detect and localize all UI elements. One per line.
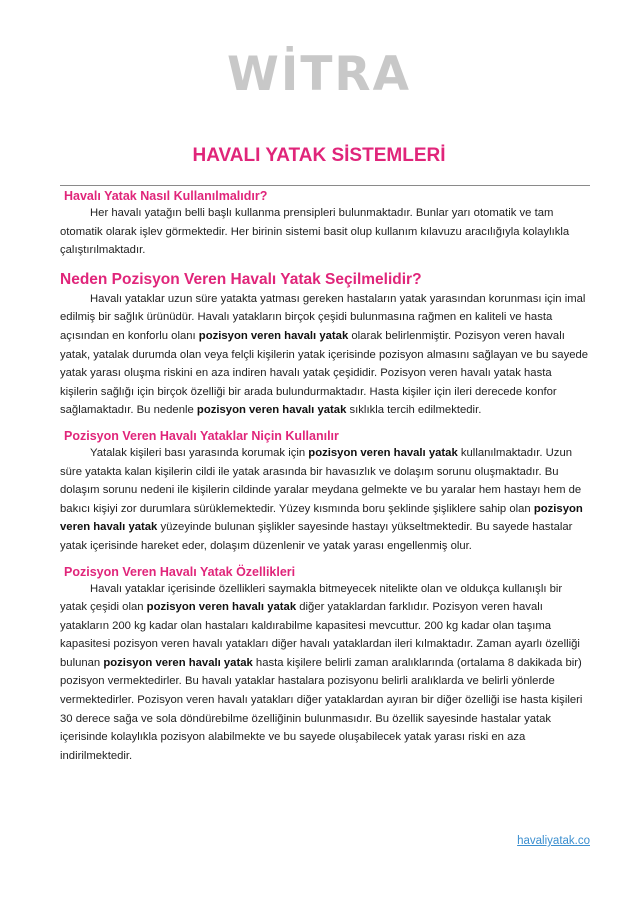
section-heading-usage: Havalı Yatak Nasıl Kullanılmalıdır? <box>64 189 268 203</box>
keyword-highlight: pozisyon veren havalı yatak <box>60 502 583 534</box>
document-body <box>60 188 590 765</box>
paragraph-text: hasta kişilere belirli zaman aralıklarında (ortalama 8 dakikada bir) pozisyon vermektedirler. Bu havalı yataklar hastalara pozisyonu belirli aralıklarda ve belirli yönlerde vermektedirler. Pozisyon veren havalı yatakları diğer yataklardan ayıran bir diğer özelliği ise hasta kişileri 30 derece sağa ve sola döndürebilme özelliğinin bulunmasıdır. Bu özellik sayesinde hastalar yatak içerisinde kolaylıkla pozisyon alabilmekte ve bu sayede oluşabilecek yatak yarası riski en aza indirilmektedir. <box>60 656 583 762</box>
section-heading-features: Pozisyon Veren Havalı Yatak Özellikleri <box>64 564 296 579</box>
keyword-highlight: pozisyon veren havalı yatak <box>146 601 297 614</box>
section-heading-purpose: Pozisyon Veren Havalı Yataklar Niçin Kullanılır <box>64 428 339 443</box>
paragraph-text: Havalı yataklar içerisinde özellikleri saymakla bitmeyecek nitelikte olan ve oldukça kullanışlı bir yatak çeşidi olan <box>60 582 563 614</box>
witra-logo: WİTRA <box>227 47 411 102</box>
keyword-highlight: pozisyon veren havalı yatak <box>103 656 253 669</box>
keyword-highlight: pozisyon veren havalı yatak <box>196 404 347 417</box>
footer-link[interactable]: havaliyatak.co <box>517 835 590 847</box>
paragraph-text: Havalı yataklar uzun süre yatakta yatması gereken hastaların yatak yarasından korunması için imal edilmiş bir sağlık ürünüdür. Havalı yatakların birçok çeşidi bulunmasına rağmen en kaliteli ve hasta açısından en konforlu olanı <box>60 292 586 342</box>
section-heading-why: Neden Pozisyon Veren Havalı Yatak Seçilmelidir? <box>60 270 422 288</box>
section-paragraph-features <box>60 580 590 766</box>
section-paragraph-purpose <box>60 444 590 556</box>
paragraph-text: yüzeyinde bulunan şişlikler sayesinde hastayı yükseltmektedir. Bu sayede hastalar yatak içerisinde hareket eder, dolaşım düzenlenir ve yatak yarası engellenmiş olur. <box>60 521 573 552</box>
paragraph-text: Her havalı yatağın belli başlı kullanma prensipleri bulunmaktadır. Bunlar yarı otomatik ve tam otomatik olarak işlev görmektedir. Her birinin sistemi basit olup kullanım kılavuzu aracılığıyla kolaylıkla çalıştırılmaktadır. <box>60 207 570 257</box>
paragraph-text: diğer yataklardan farklıdır. Pozisyon veren havalı yatakların 200 kg kadar olan hastaları kaldırabilme kapasitesi mevcuttur. 200 kg kadar olan taşıma kapasitesi pozisyon veren havalı yatakları diğer havalı yataklardan ileri kılmaktadır. Zaman ayarlı özelliği bulunan <box>60 601 580 669</box>
keyword-highlight: pozisyon veren havalı yatak <box>198 329 349 342</box>
title-divider <box>60 185 590 186</box>
paragraph-text: kullanılmaktadır. Uzun süre yatakta kalan kişilerin cildi ile yatak arasında bir havasızlık ve dolaşım sorunu oluşmaktadır. Bu dolaşım sorunu nedeni ile kişilerin cildinde yaralar meydana gelmekte ve bu yaralar hem hastayı hem de bakıcı kişiyi zor durumlara sürüklemektedir. Yüzey kısmında boru şeklinde şişliklere sahip olan <box>60 446 582 515</box>
page-title: HAVALI YATAK SİSTEMLERİ <box>192 145 446 166</box>
section-paragraph-why <box>60 290 590 420</box>
paragraph-text: sıklıkla tercih edilmektedir. <box>346 404 482 417</box>
keyword-highlight: pozisyon veren havalı yatak <box>308 446 458 459</box>
paragraph-text: Yatalak kişileri bası yarasında korumak için <box>90 446 309 459</box>
paragraph-text: olarak belirlenmiştir. Pozisyon veren havalı yatak, yatalak durumda olan veya felçli kişilerin yatak içerisinde pozisyon almasını sağlayan ve bu sayede yatak yarası oluşma riskini en aza indiren havalı yatak çeşididir. Pozisyon veren havalı yatak hasta kişilerin sağlığı için birçok özelliği bir arada bulundurmaktadır. Hasta kişiler için ileri derecede konfor sağlamaktadır. Bu nedenle <box>60 329 589 417</box>
section-paragraph-usage <box>60 204 590 260</box>
